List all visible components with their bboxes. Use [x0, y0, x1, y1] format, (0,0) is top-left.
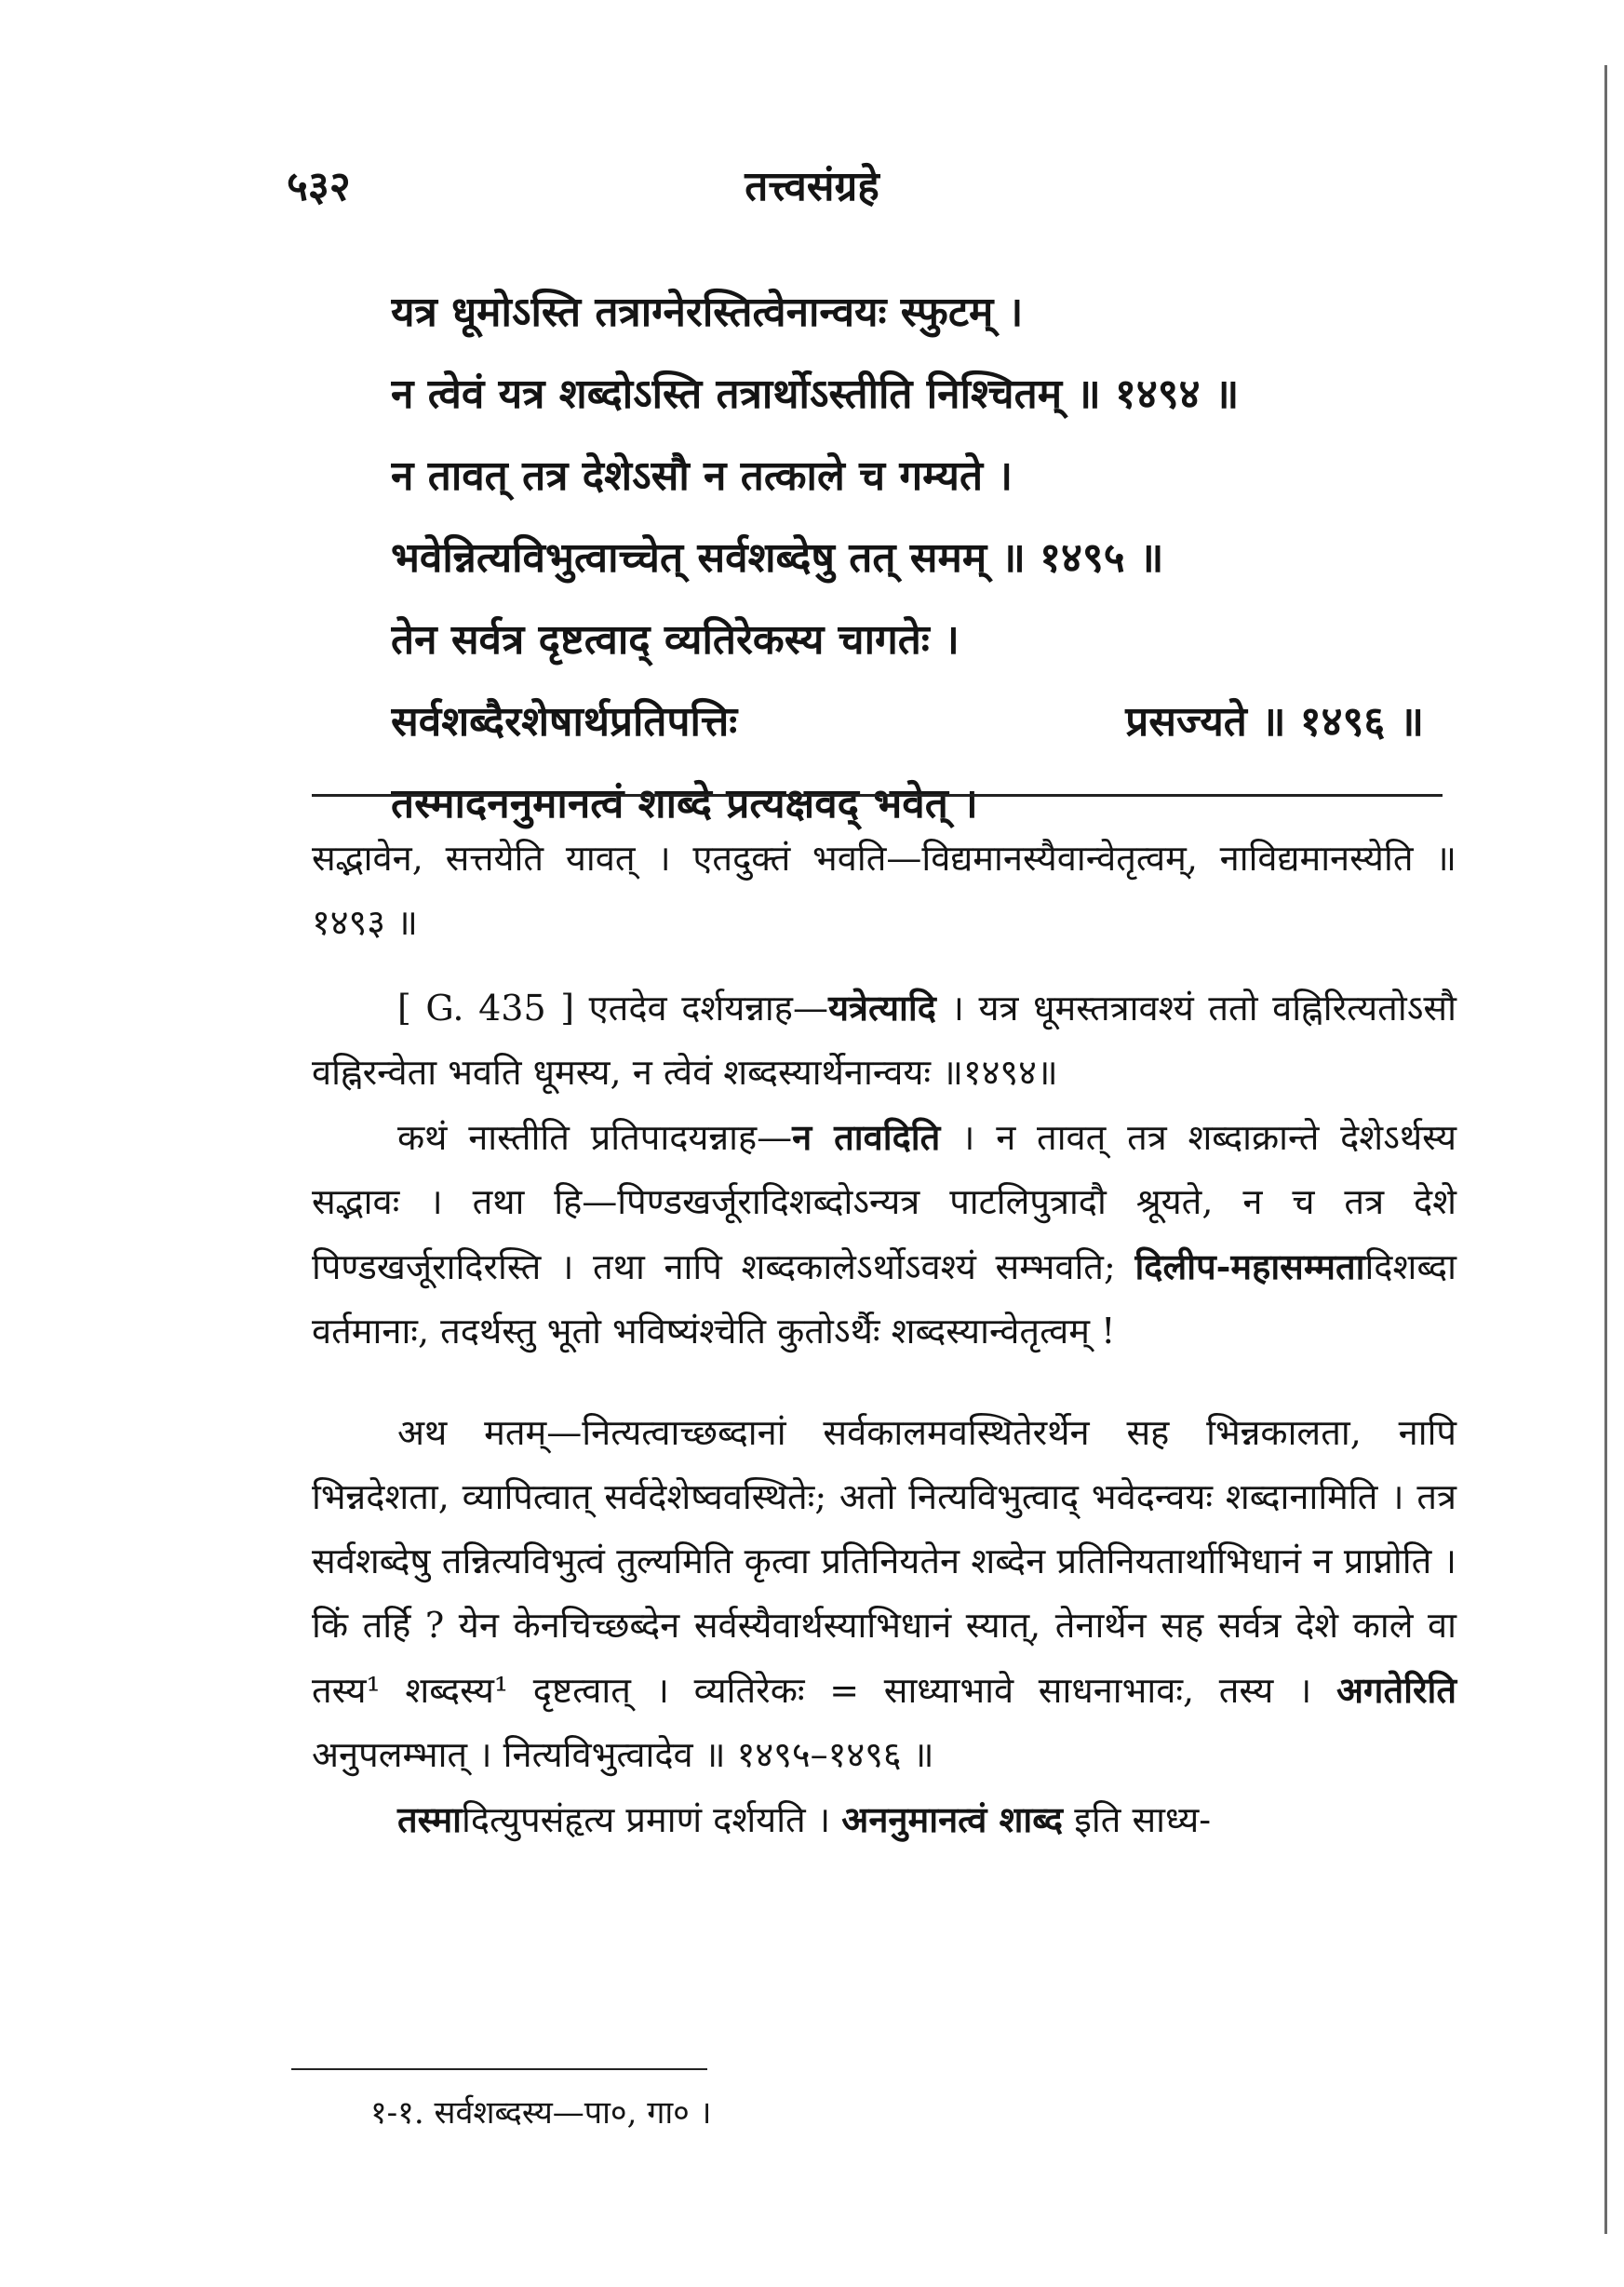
commentary-text: । न तावत् तत्र शब्दाक्रान्ते देशेऽर्थस्य सद्भावः । तथा हि—पिण्डखर्जूरादिशब्दोऽन्यत्र पाटलिपुत्रादौ श्रूयते, न च तत्र देशे पिण्डखर्जूरादिरस्ति । तथा नापि शब्दकालेऽर्थोऽवश्यं सम्भवति; [312, 1117, 1456, 1287]
footnote: १-१. सर्वशब्दस्य—पा०, गा० । [370, 2094, 712, 2132]
verse-line-left: सर्वशब्दैरशेषार्थप्रतिपत्तिः [391, 698, 738, 746]
commentary [312, 827, 1456, 1852]
commentary-paragraph: सद्भावेन, सत्तयेति यावत् । एतदुक्तं भवति—विद्यमानस्यैवान्वेतृत्वम्, नाविद्यमानस्येति ॥ १४९३ ॥ [312, 838, 1456, 943]
commentary-text: अथ मतम्—नित्यत्वाच्छब्दानां सर्वकालमवस्थितेरर्थेन सह भिन्नकालता, नापि भिन्नदेशता, व्यापित्वात् सर्वदेशेष्ववस्थितेः; अतो नित्यविभुत्वाद् भवेदन्वयः शब्दानामिति । तत्र सर्वशब्देषु तन्नित्यविभुत्वं तुल्यमिति कृत्वा प्रतिनियतेन शब्देन प्रतिनियतार्थाभिधानं न प्राप्नोति । किं तर्हि ? येन केनचिच्छब्देन सर्वस्यैवार्थस्याभिधानं स्यात्, तेनार्थेन सह सर्वत्र देशे काले वा तस्य¹ शब्दस्य¹ दृष्टत्वात् । व्यतिरेकः = साध्याभावे साधनाभावः, तस्य । [312, 1412, 1456, 1711]
pratika-keyword: न तावदिति [792, 1116, 941, 1158]
verse-line [391, 681, 1424, 763]
commentary-paragraph [312, 1401, 1456, 1787]
page-reference: [ G. 435 ] [397, 988, 575, 1029]
verse-line: न तावत् तत्र देशेऽसौ न तत्काले च गम्यते । [391, 452, 1013, 500]
verse-line: तेन सर्वत्र दृष्टत्वाद् व्यतिरेकस्य चागतेः । [391, 616, 960, 664]
verse-commentary-divider [312, 794, 1443, 797]
pratika-keyword: अननुमानत्वं शाब्द [841, 1798, 1064, 1840]
verse-line: भवेन्नित्यविभुत्वाच्चेत् सर्वशब्देषु तत् समम् ॥ १४९५ ॥ [391, 534, 1164, 582]
page-number: ५३२ [287, 163, 351, 210]
verse-line-right: प्रसज्यते ॥ १४९६ ॥ [1125, 698, 1424, 746]
commentary-paragraph [312, 1105, 1456, 1364]
running-title: तत्त्वसंग्रहे [745, 163, 879, 210]
verse-line: यत्र धूमोऽस्ति तत्राग्नेरस्तित्वेनान्वयः स्फुटम् । [391, 289, 1024, 336]
commentary-text: दित्युपसंहृत्य प्रमाणं दर्शयति । [462, 1799, 831, 1840]
highlighted-term: दिलीप-महासम्मता [1134, 1245, 1365, 1287]
pratika-keyword: यत्रेत्यादि [827, 987, 936, 1029]
commentary-text: इति साध्य- [1074, 1799, 1212, 1840]
commentary-paragraph [312, 1787, 1456, 1852]
verse-block [391, 272, 1424, 845]
commentary-paragraph [312, 975, 1456, 1105]
page-edge [1604, 65, 1607, 2234]
pratika-keyword: तस्मा [397, 1798, 463, 1840]
commentary-text: एतदेव दर्शयन्नाह— [588, 988, 828, 1029]
commentary-text: । यत्र धूमस्तत्रावश्यं ततो वह्निरित्यतोऽसौ वह्निरन्वेता भवति धूमस्य, न त्वेवं शब्दस्यार्थेनान्वयः ॥१४९४॥ [312, 988, 1456, 1093]
commentary-text: अनुपलम्भात् । नित्यविभुत्वादेव ॥ १४९५–१४९६ ॥ [312, 1734, 934, 1775]
commentary-text: कथं नास्तीति प्रतिपादयन्नाह— [397, 1117, 793, 1158]
verse-line: तस्मादननुमानत्वं शाब्दे प्रत्यक्षवद् भवेत् । [391, 780, 978, 827]
footnote-divider [291, 2068, 707, 2070]
pratika-keyword: अगतेरिति [1336, 1669, 1456, 1711]
verse-line: न त्वेवं यत्र शब्दोऽस्ति तत्रार्थोऽस्तीति निश्चितम् ॥ १४९४ ॥ [391, 370, 1240, 418]
commentary-text: दिशब्दा वर्तमानाः, तदर्थस्तु भूतो भविष्यंश्चेति कुतोऽर्थैः शब्दस्यान्वेतृत्वम् ! [312, 1246, 1456, 1352]
